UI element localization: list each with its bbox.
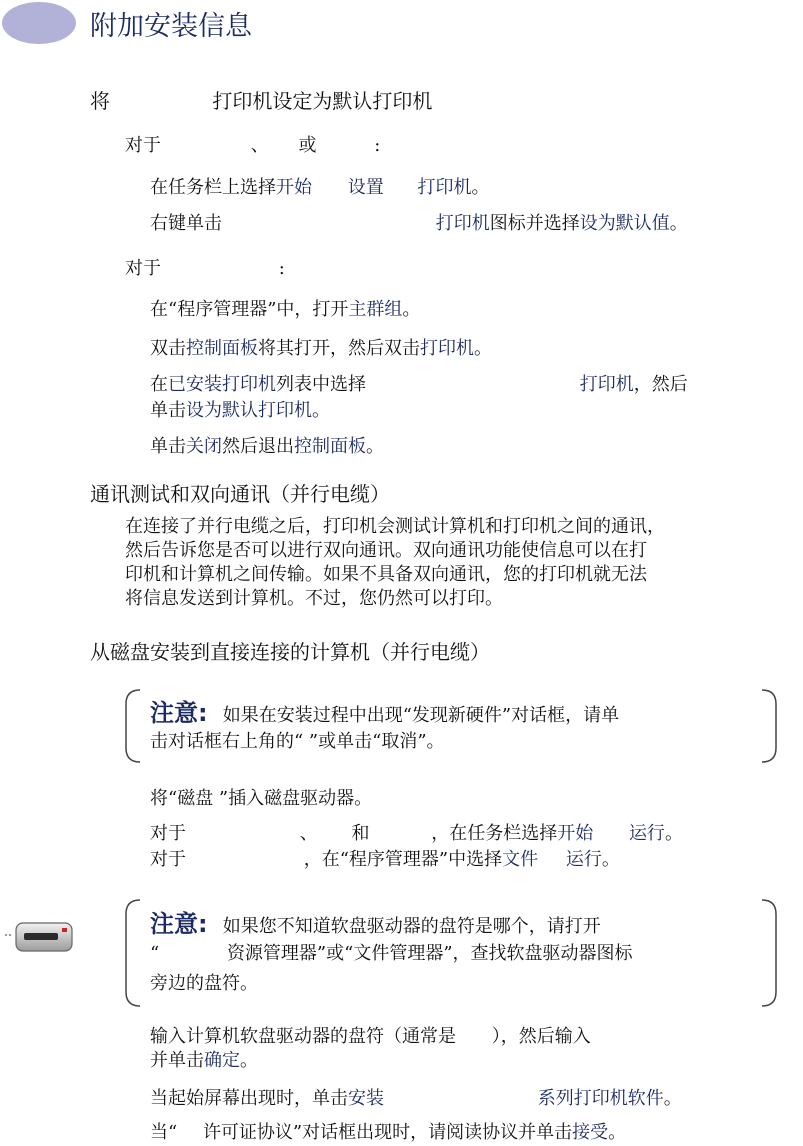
step-start-settings-printers: 在任务栏上选择开始 设置 打印机。 <box>150 177 490 198</box>
install-from-disk-heading: 从磁盘安装到直接连接的计算机（并行电缆） <box>90 640 490 664</box>
heading-prefix: 将 <box>90 89 110 113</box>
note-1-line-2: 击对话框右上角的“ ”或单击“取消”。 <box>150 731 445 752</box>
note-2-line-2: “ 资源管理器”或“文件管理器”，查找软盘驱动器图标 <box>150 943 633 964</box>
note-2 <box>150 904 601 939</box>
step-right-click-printer: 右键单击 打印机图标并选择设为默认值。 <box>150 213 688 234</box>
step-open-control-panel: 双击控制面板将其打开，然后双击打印机。 <box>150 338 492 359</box>
type-drive-letter-line: 输入计算机软盘驱动器的盘符（通常是 ），然后输入 <box>150 1026 591 1047</box>
step-open-main-group: 在“程序管理器”中，打开主群组。 <box>150 299 421 320</box>
step-close-control-panel: 单击关闭然后退出控制面板。 <box>150 436 384 457</box>
header-decoration-oval <box>2 2 76 44</box>
run-line-win95: 对于 、 和 ，在任务栏选择开始 运行。 <box>150 823 683 844</box>
click-install-line: 当起始屏幕出现时，单击安装 系列打印机软件。 <box>150 1088 682 1109</box>
default-printer-heading <box>90 85 432 114</box>
note-2-line-3: 旁边的盘符。 <box>150 973 258 994</box>
comm-test-heading: 通讯测试和双向通讯（并行电缆） <box>90 482 390 506</box>
note-2-label: 注意: <box>150 910 208 938</box>
click-ok-line: 并单击确定。 <box>150 1050 258 1071</box>
step-select-installed-printer: 在已安装打印机列表中选择 打印机，然后 <box>150 374 688 395</box>
comm-test-paragraph: 在连接了并行电缆之后，打印机会测试计算机和打印机之间的通讯， 然后告诉您是否可以进行双向通讯。双向通讯功能使信息可以在打 印机和计算机之间传输。如果不具备双向通讯，您的打印机就无法 将信息发送到计算机。不过，您仍然可以打印。 <box>125 516 665 609</box>
floppy-drive-icon <box>4 916 76 958</box>
win31-label: 对于 : <box>125 258 285 279</box>
note-1-label: 注意: <box>150 699 208 727</box>
license-agreement-line: 当“ 许可证协议”对话框出现时，请阅读协议并单击接受。 <box>150 1122 627 1143</box>
note-1-line-1: 如果在安装过程中出现“发现新硬件”对话框，请单 <box>222 705 620 726</box>
page-title: 附加安装信息 <box>90 11 252 42</box>
run-line-win31: 对于 ，在“程序管理器”中选择文件 运行。 <box>150 849 620 870</box>
note-2-line-1: 如果您不知道软盘驱动器的盘符是哪个，请打开 <box>222 916 601 937</box>
step-set-default-printer: 单击设为默认打印机。 <box>150 400 330 421</box>
heading-main: 打印机设定为默认打印机 <box>212 89 433 113</box>
note-1 <box>150 693 619 728</box>
win95-label: 对于 、 或 : <box>125 135 381 156</box>
insert-disk-line: 将“磁盘 ”插入磁盘驱动器。 <box>150 788 373 809</box>
